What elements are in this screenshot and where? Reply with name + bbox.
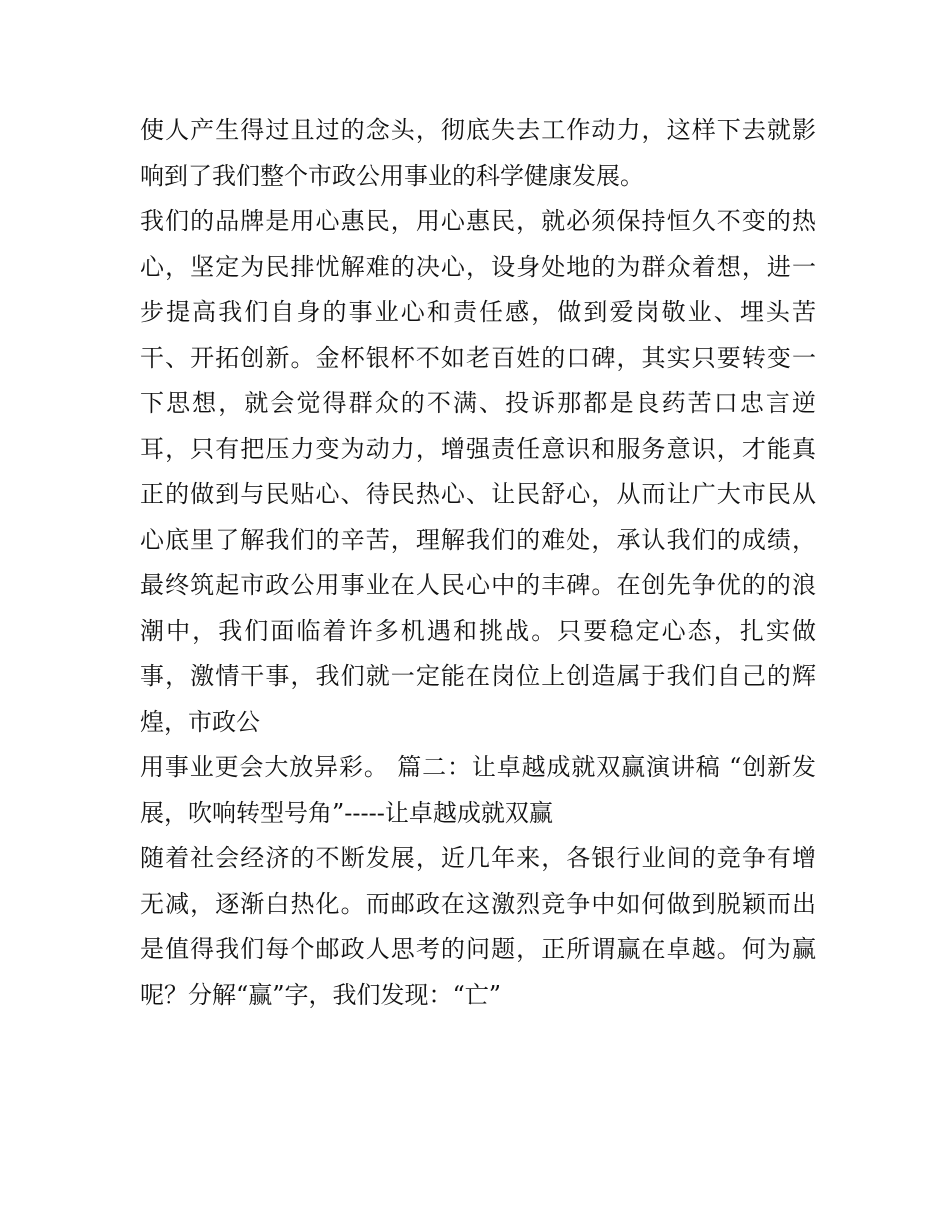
text-line: 呢？分解“赢”字，我们发现：“亡” [140,980,502,1009]
text-line: 使人产生得过且过的念头，彻底失去工作动力，这样下去就影 [140,116,816,144]
text-line: 干、开拓创新。金杯银杯不如老百姓的口碑，其实只要转变一 [140,343,816,372]
text-line: 是值得我们每个邮政人思考的问题，正所谓赢在卓越。何为赢 [140,935,816,963]
text-line: 心底里了解我们的辛苦，理解我们的难处，承认我们的成绩， [140,525,816,554]
text-line: 下思想，就会觉得群众的不满、投诉那都是良药苦口忠言逆 [140,389,816,417]
text-line: 步提高我们自身的事业心和责任感，做到爱岗敬业、埋头苦 [140,298,816,326]
text-line: 潮中，我们面临着许多机遇和挑战。只要稳定心态，扎实做 [140,616,816,645]
text-line: 无减，逐渐白热化。而邮政在这激烈竞争中如何做到脱颖而出 [140,889,816,918]
text-line: 正的做到与民贴心、待民热心、让民舒心，从而让广大市民从 [140,480,816,508]
text-line: 最终筑起市政公用事业在人民心中的丰碑。在创先争优的的浪 [140,571,816,599]
text-line: 心，坚定为民排忧解难的决心，设身处地的为群众着想，进一 [140,252,816,281]
text-line: 展，吹响转型号角”-----让卓越成就双赢 [140,798,553,827]
text-line: 随着社会经济的不断发展，近几年来，各银行业间的竞争有增 [140,844,816,872]
text-line: 煌，市政公 [140,707,260,736]
text-line: 事，激情干事，我们就一定能在岗位上创造属于我们自己的辉 [140,662,816,690]
text-line: 用事业更会大放异彩。 篇二：让卓越成就双赢演讲稿 “创新发 [140,753,816,781]
body-text [140,108,816,1018]
text-line: 我们的品牌是用心惠民，用心惠民，就必须保持恒久不变的热 [140,207,816,235]
text-line: 耳，只有把压力变为动力，增强责任意识和服务意识，才能真 [140,434,816,463]
text-line: 响到了我们整个市政公用事业的科学健康发展。 [140,161,644,190]
